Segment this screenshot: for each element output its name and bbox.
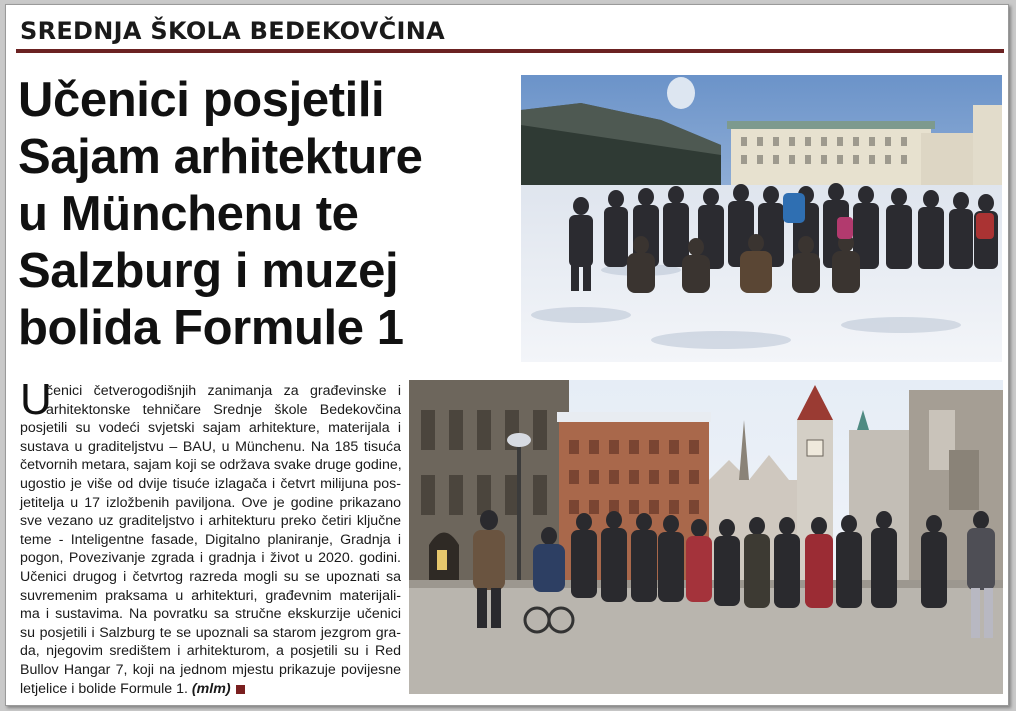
- body-line: jetitelja u 17 izložbenih paviljona. Ove je godine prikazano: [20, 494, 401, 511]
- headline-line: Učenici posjetili: [18, 73, 385, 127]
- body-line: da, njegovim središtem i arhitekturom, a posjetili su i Red: [20, 643, 401, 660]
- headline-line: Sajam arhitekture: [18, 130, 423, 184]
- author-signature: (mlm): [191, 680, 231, 697]
- body-line: čenici četverogodišnjih zanimanja za građevinske i: [46, 383, 401, 399]
- headline-line: Salzburg i muzej: [18, 244, 399, 298]
- headline-line: bolida Formule 1: [18, 301, 404, 355]
- drop-cap: U: [20, 375, 52, 424]
- body-line: posjetili su vodeći svjetski sajam arhitekture, materijala i: [20, 420, 401, 437]
- body-last-text: letjelice i bolide Formule 1.: [20, 680, 188, 697]
- group-photo-munich-square: [409, 380, 1003, 694]
- article-headline: [18, 72, 518, 357]
- body-line: teme - Inteligentne fasade, Digitalno planiranje, Gradnja i: [20, 531, 401, 548]
- section-title: SREDNJA ŠKOLA BEDEKOVČINA: [20, 17, 446, 45]
- body-line: ma i sustavima. Na povratku sa stručne ekskurzije učenici: [20, 606, 401, 623]
- body-line: Učenici drugog i četvrtog razreda mogli su se upoznati sa: [20, 568, 401, 585]
- article-body: [20, 375, 402, 698]
- body-line: su posjetili i Salzburg te se upoznali sa starom jezgrom gra-: [20, 624, 401, 641]
- body-last-line: [20, 680, 401, 699]
- body-line: arhitektonske tehničare Srednje škole Bedekovčina: [46, 401, 401, 418]
- section-rule: [16, 49, 1004, 53]
- body-line: četvornih metara, sajam koji se održava svake druge godine,: [20, 457, 402, 474]
- body-line: pogon, Povezivanje zgrada i gradnja i život u 2020. godini.: [20, 550, 401, 567]
- body-line: sustava u graditeljstvu – BAU, u Münchenu. Na 185 tisuća: [20, 438, 401, 455]
- end-mark-icon: [236, 685, 245, 694]
- group-photo-snowy-palace: [521, 75, 1002, 362]
- headline-line: u Münchenu te: [18, 187, 359, 241]
- body-line: ugostio je više od dvije tisuće izlagača i četvrt milijuna pos-: [20, 475, 401, 492]
- body-line: Bullov Hangar 7, koji na jednom mjestu prikazuje povijesne: [20, 661, 401, 678]
- body-line: sve vezano uz graditeljstvo i arhitekturu preko četiri ključne: [20, 513, 401, 530]
- newspaper-page: [5, 4, 1009, 706]
- body-line: suvremenim praksama u arhitekturi, građevnim materijali-: [20, 587, 401, 604]
